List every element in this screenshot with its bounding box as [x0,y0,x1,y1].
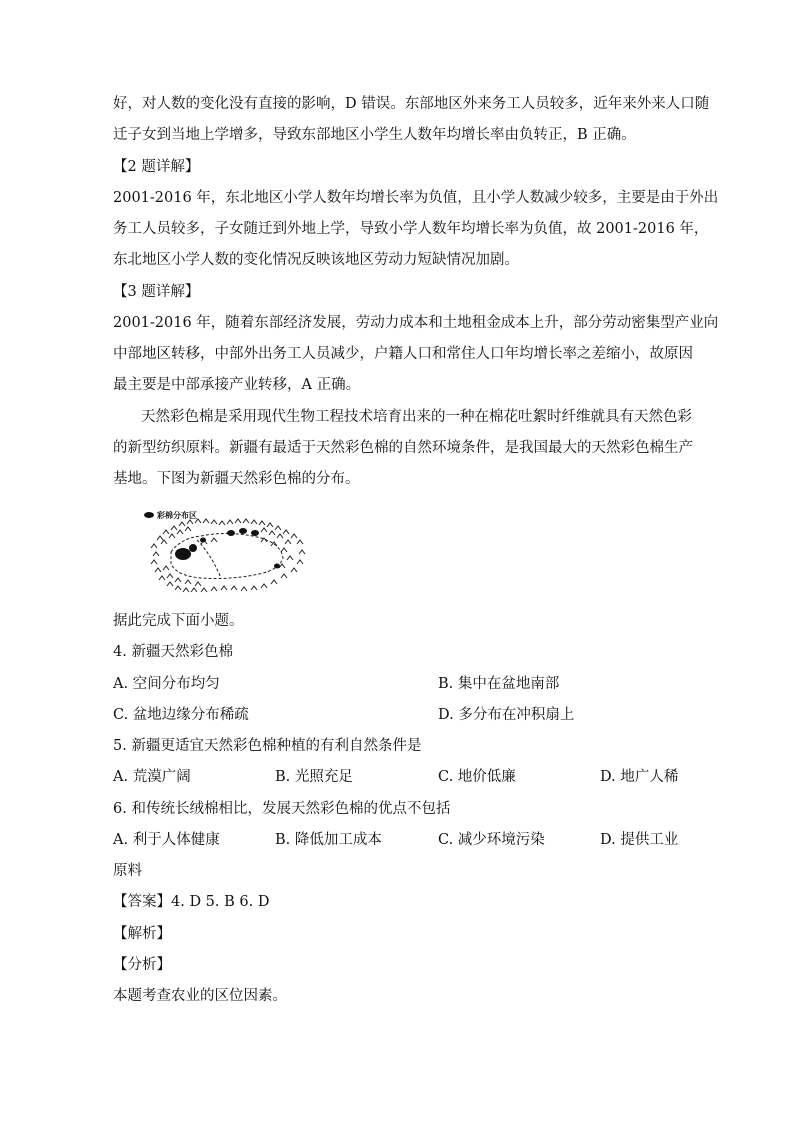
q2-line: 务工人员较多，子女随迁到外地上学，导致小学人数年均增长率为负值，故 2001-2016 年， [113,221,709,237]
passage-line: 天然彩色棉是采用现代生物工程技术培育出来的一种在棉花吐絮时纤维就具有天然色彩 [141,409,692,425]
q3-line: 中部地区转移，中部外出务工人员减少，户籍人口和常住人口年均增长率之差缩小，故原因 [113,346,693,362]
q4-option-c: C. 盆地边缘分布稀疏 [113,707,249,723]
map-figure [141,508,331,596]
q3-heading: 【3 题详解】 [113,284,200,300]
answer-line: 【答案】4. D 5. B 6. D [113,894,270,910]
analysis-heading: 【解析】 [113,926,171,942]
prompt-text: 据此完成下面小题。 [113,613,244,629]
q5-option-a: A. 荒漠广阔 [113,769,191,785]
q4-option-d: D. 多分布在冲积扇上 [438,707,575,723]
q5-option-d: D. 地广人稀 [600,769,679,785]
q5-option-b: B. 光照充足 [275,769,353,785]
q5-option-c: C. 地价低廉 [438,769,516,785]
q3-line: 2001-2016 年，随着东部经济发展，劳动力成本和土地租金成本上升，部分劳动密集型产业向 [113,315,719,331]
q6-option-a: A. 利于人体健康 [113,832,220,848]
legend-swatch [144,512,154,518]
q4-option-a: A. 空间分布均匀 [113,676,220,692]
q2-heading: 【2 题详解】 [113,159,200,175]
q6-stem: 6. 和传统长绒棉相比，发展天然彩色棉的优点不包括 [113,801,451,817]
passage-line: 的新型纺织原料。新疆有最适于天然彩色棉的自然环境条件，是我国最大的天然彩色棉生产 [113,440,693,456]
intro-line: 好，对人数的变化没有直接的影响，D 错误。东部地区外来务工人员较多，近年来外来人口随 [113,96,710,112]
cotton-area-patches [175,528,280,569]
q6-option-b: B. 降低加工成本 [275,832,382,848]
q6-option-d: D. 提供工业 [600,832,679,848]
q4-stem: 4. 新疆天然彩色棉 [113,644,233,660]
cotton-distribution-map [141,508,331,596]
mountain-range-symbols [151,519,305,592]
q5-stem: 5. 新疆更适宜天然彩色棉种植的有利自然条件是 [113,738,422,754]
q6-option-d-wrap: 原料 [113,863,142,879]
q2-line: 东北地区小学人数的变化情况反映该地区劳动力短缺情况加剧。 [113,252,519,268]
river-line [197,540,221,578]
q4-option-b: B. 集中在盆地南部 [438,676,560,692]
legend-label: 彩棉分布区 [157,511,197,520]
fenxi-text: 本题考查农业的区位因素。 [113,988,287,1004]
q6-option-c: C. 减少环境污染 [438,832,545,848]
fenxi-heading: 【分析】 [113,957,171,973]
q2-line: 2001-2016 年，东北地区小学人数年均增长率为负值，且小学人数减少较多，主要是由于外出 [113,190,719,206]
q3-line: 最主要是中部承接产业转移，A 正确。 [113,377,361,393]
passage-line: 基地。下图为新疆天然彩色棉的分布。 [113,471,360,487]
intro-line: 迁子女到当地上学增多，导致东部地区小学生人数年均增长率由负转正，B 正确。 [113,127,636,143]
